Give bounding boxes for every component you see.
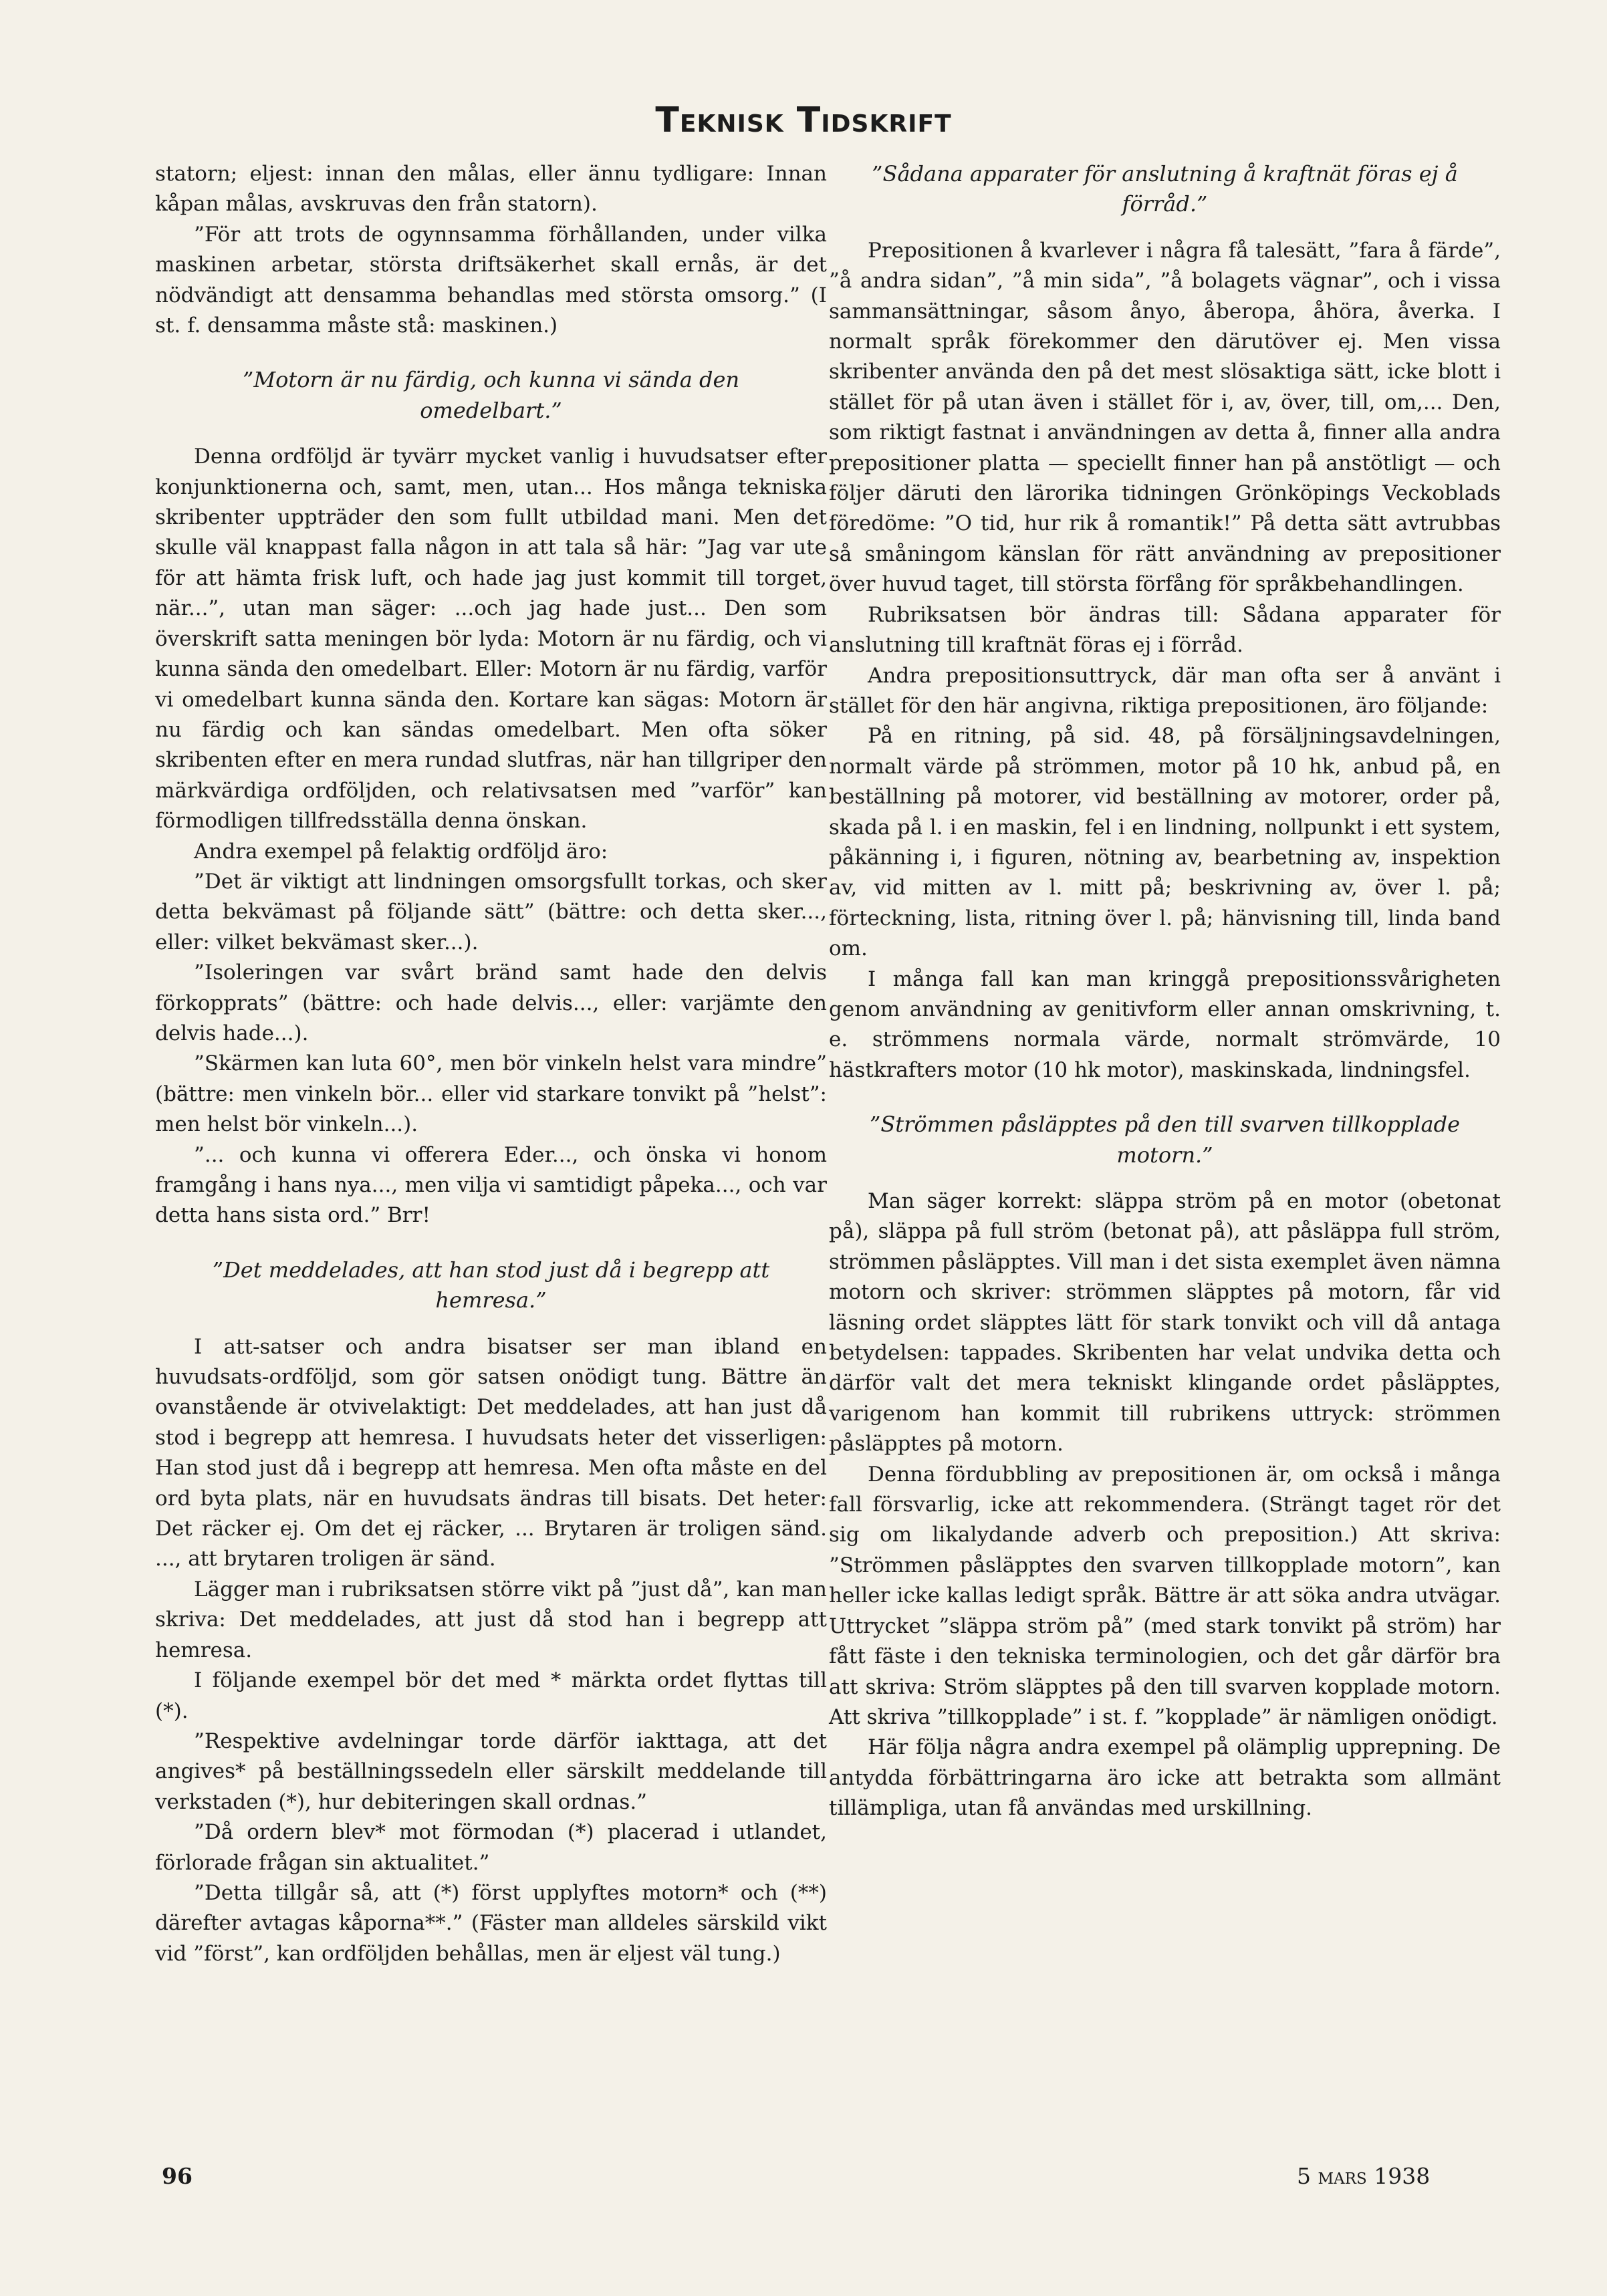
journal-title: Teknisk Tidskrift [655, 100, 952, 140]
paragraph: ”Det är viktigt att lindningen omsorgsfullt torkas, och sker detta bekvämast på följande sätt” (bättre: och detta sker..., eller: vilket bekvämast sker...). [155, 869, 827, 954]
section-heading: ”Det meddelades, att han stod just då i begrepp att hemresa.” [212, 1257, 770, 1313]
issue-date-day: 5 [1297, 2163, 1311, 2189]
left-column [155, 159, 827, 1969]
paragraph: På en ritning, på sid. 48, på försäljningsavdelningen, normalt värde på strömmen, motor på 10 hk, anbud på, en beställning på motorer, vid beställning av motorer, order på, skada på l. i en maskin, fel i en lindning, nollpunkt i ett system, påkänning i, i figuren, nötning av, bearbetning av, inspektion av, vid mitten av l. mitt på; beskrivning av, över l. på; förteckning, lista, ritning över l. på; hänvisning till, linda band om. [829, 724, 1501, 961]
paragraph: ”Isoleringen var svårt bränd samt hade den delvis förkopprats” (bättre: och hade delvis..., eller: varjämte den delvis hade...). [155, 961, 827, 1045]
paragraph: I många fall kan man kringgå prepositionssvårigheten genom användning av genitivform eller annan omskrivning, t. e. strömmens normala värde, normalt strömvärde, 10 hästkrafters motor (10 hk motor), maskinskada, lindningsfel. [829, 967, 1501, 1082]
paragraph: ”Detta tillgår så, att (*) först upplyftes motorn* och (**) därefter avtagas kåporna**.” (Fäster man alldeles särskild vikt vid ”först”, kan ordföljden behållas, men är eljest väl tung.) [155, 1880, 827, 1966]
paragraph: Andra exempel på felaktig ordföljd äro: [194, 839, 608, 864]
paragraph: ”Då ordern blev* mot förmodan (*) placerad i utlandet, förlorade frågan sin aktualitet.” [155, 1820, 827, 1875]
paragraph: Man säger korrekt: släppa ström på en motor (obetonat på), släppa på full ström (betonat på), att påsläppa full ström, strömmen påsläpptes. Vill man i det sista exemplet även nämna motorn och skriver: strömmen släpptes på motorn, får vid läsning ordet släpptes lätt för stark tonvikt och vill då antaga betydelsen: tappades. Skribenten har velat undvika detta och därför valt det mera tekniskt klingande ordet påsläpptes, varigenom han kommit till rubrikens uttryck: strömmen påsläpptes på motorn. [829, 1189, 1501, 1456]
paragraph: Andra prepositionsuttryck, där man ofta ser å använt i stället för den här angivna, riktiga prepositionen, äro följande: [829, 663, 1501, 718]
paragraph: Rubriksatsen bör ändras till: Sådana apparater för anslutning till kraftnät föras ej i förråd. [829, 602, 1501, 658]
issue-date [1297, 2163, 1430, 2189]
paragraph: I följande exempel bör det med * märkta ordet flyttas till (*). [155, 1668, 827, 1723]
issue-date-year: 1938 [1374, 2163, 1431, 2189]
paragraph: Denna fördubbling av prepositionen är, om också i många fall försvarlig, icke att rekommendera. (Strängt taget rör det sig om likalydande adverb och preposition.) Att skriva: ”Strömmen påsläpptes den svarven tillkopplade motorn”, kan heller icke kallas ledigt språk. Bättre är att söka andra utvägar. Uttrycket ”släppa ström på” (med stark tonvikt på ström) har fått fäste i den tekniska terminologien, och det går därför bra att skriva: Ström släpptes på den till svarven kopplade motorn. Att skriva ”tillkopplade” i st. f. ”kopplade” är nämligen onödigt. [829, 1462, 1501, 1729]
paragraph: statorn; eljest: innan den målas, eller ännu tydligare: Innan kåpan målas, avskruvas den från statorn). [155, 162, 827, 217]
paragraph: I att-satser och andra bisatser ser man ibland en huvudsats-ordföljd, som gör satsen onödigt tung. Bättre än ovanstående är otvivelaktigt: Det meddelades, att han just då stod i begrepp att hemresa. I huvudsats heter det visserligen: Han stod just då i begrepp att hemresa. Men ofta måste en del ord byta plats, när en huvudsats ändras till bisats. Det heter: Det räcker ej. Om det ej räcker, ... Brytaren är troligen sänd. ..., att brytaren troligen är sänd. [155, 1334, 827, 1571]
paragraph: ”Skärmen kan luta 60°, men bör vinkeln helst vara mindre” (bättre: men vinkeln bör... eller vid starkare tonvikt på ”helst”: men helst bör vinkeln...). [155, 1051, 827, 1137]
paragraph: Denna ordföljd är tyvärr mycket vanlig i huvudsatser efter konjunktionerna och, samt, men, utan... Hos många tekniska skribenter uppträder den som fullt utbildad mani. Men det skulle väl knappast falla någon in att tala så här: ”Jag var ute för att hämta frisk luft, och hade jag just kommit till torget, när...”, utan man säger: ...och jag hade just... Den som överskrift satta meningen bör lyda: Motorn är nu färdig, och vi kunna sända den omedelbart. Eller: Motorn är nu färdig, varför vi omedelbart kunna sända den. Kortare kan sägas: Motorn är nu färdig och kan sändas omedelbart. Men ofta söker skribenten efter en mera rundad slutfras, när han tillgriper den märkvärdiga ordföljden, och relativsatsen med ”varför” kan förmodligen tillfredsställa denna önskan. [155, 444, 827, 834]
paragraph: Prepositionen å kvarlever i några få talesätt, ”fara å färde”, ”å andra sidan”, ”å min sida”, ”å bolagets vägnar”, och i vissa sammansättningar, såsom ånyo, åberopa, åhöra, åverka. I normalt språk förekommer den därutöver ej. Men vissa skribenter använda den på det mest slösaktiga sätt, icke blott i stället för på utan även i stället för i, av, över, till, om,... Den, som riktigt fastnat i användningen av detta å, finner alla andra prepositioner platta — speciellt finner han på anstötligt — och följer däruti den lärorika tidningen Grönköpings Veckoblads föredöme: ”O tid, hur rik å romantik!” På detta sätt avtrubbas så småningom känslan för rätt användning av prepositioner över huvud taget, till största förfång för språkbehandlingen. [829, 238, 1501, 597]
issue-date-month: mars [1318, 2163, 1367, 2189]
paragraph: Lägger man i rubriksatsen större vikt på ”just då”, kan man skriva: Det meddelades, att just då stod han i begrepp att hemresa. [155, 1577, 827, 1662]
paragraph: ”För att trots de ogynnsamma förhållanden, under vilka maskinen arbetar, största driftsäkerhet skall ernås, är det nödvändigt att densamma behandlas med största omsorg.” (I st. f. densamma måste stå: maskinen.) [155, 222, 827, 338]
section-heading: ”Motorn är nu färdig, och kunna vi sända den omedelbart.” [242, 367, 740, 423]
paragraph: ”... och kunna vi offerera Eder..., och önska vi honom framgång i hans nya..., men vilja vi samtidigt påpeka..., och var detta hans sista ord.” Brr! [155, 1142, 827, 1228]
paragraph: Här följa några andra exempel på olämplig upprepning. De antydda förbättringarna äro icke att betrakta som allmänt tillämpliga, utan få användas med urskillning. [829, 1735, 1501, 1821]
page-number: 96 [162, 2163, 193, 2189]
right-column [829, 159, 1501, 1824]
section-heading: ”Sådana apparater för anslutning å kraftnät föras ej å förråd.” [872, 161, 1458, 217]
section-heading: ”Strömmen påsläpptes på den till svarven tillkopplade motorn.” [869, 1112, 1461, 1168]
paragraph: ”Respektive avdelningar torde därför iakttaga, att det angives* på beställningssedeln eller särskilt meddelande till verkstaden (*), hur debiteringen skall ordnas.” [155, 1729, 827, 1814]
